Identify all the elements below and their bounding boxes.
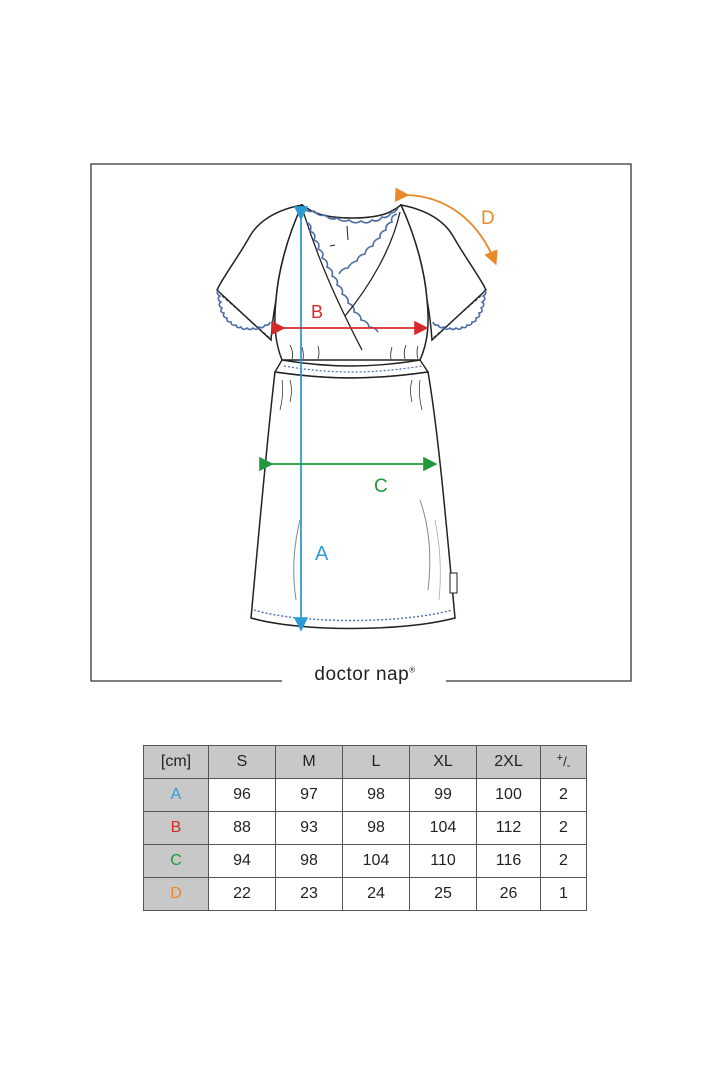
table-cell: 97 xyxy=(276,779,343,812)
unit-header: [cm] xyxy=(144,746,209,779)
table-row-b xyxy=(144,812,587,845)
table-cell: 24 xyxy=(343,878,410,911)
label-b: B xyxy=(311,302,324,322)
brand-name: doctor nap xyxy=(314,664,410,685)
size-header-2xl: 2XL xyxy=(477,746,541,779)
table-cell-tolerance: 2 xyxy=(541,845,587,878)
size-header-l: L xyxy=(343,746,410,779)
table-cell: 100 xyxy=(477,779,541,812)
table-cell-tolerance: 1 xyxy=(541,878,587,911)
table-cell: 112 xyxy=(477,812,541,845)
table-cell: 99 xyxy=(410,779,477,812)
size-chart-table xyxy=(143,745,587,911)
label-a: A xyxy=(315,543,329,565)
table-cell: 98 xyxy=(343,812,410,845)
size-header-s: S xyxy=(209,746,276,779)
table-cell: 23 xyxy=(276,878,343,911)
size-header-m: M xyxy=(276,746,343,779)
registered-mark: ® xyxy=(409,665,416,675)
table-header-row xyxy=(144,746,587,779)
table-cell: 25 xyxy=(410,878,477,911)
row-label-c: C xyxy=(144,845,209,878)
table-cell-tolerance: 2 xyxy=(541,779,587,812)
table-cell: 94 xyxy=(209,845,276,878)
tolerance-plus: + xyxy=(556,752,564,764)
table-cell: 93 xyxy=(276,812,343,845)
table-cell: 98 xyxy=(343,779,410,812)
row-label-a: A xyxy=(144,779,209,812)
size-header-xl: XL xyxy=(410,746,477,779)
table-cell: 98 xyxy=(276,845,343,878)
table-cell: 110 xyxy=(410,845,477,878)
table-row-a xyxy=(144,779,587,812)
tolerance-minus: - xyxy=(566,760,571,772)
table-cell: 88 xyxy=(209,812,276,845)
table-row-d xyxy=(144,878,587,911)
table-cell: 26 xyxy=(477,878,541,911)
brand-logo xyxy=(290,664,440,686)
row-label-b: B xyxy=(144,812,209,845)
table-row-c xyxy=(144,845,587,878)
label-c: C xyxy=(374,476,388,497)
bodice xyxy=(275,205,428,360)
tolerance-header xyxy=(541,746,587,779)
skirt xyxy=(251,372,455,629)
table-cell: 104 xyxy=(343,845,410,878)
side-tag xyxy=(450,573,457,593)
label-d: D xyxy=(481,208,495,229)
table-cell: 22 xyxy=(209,878,276,911)
row-label-d: D xyxy=(144,878,209,911)
table-cell-tolerance: 2 xyxy=(541,812,587,845)
table-cell: 116 xyxy=(477,845,541,878)
tolerance-slash: / xyxy=(563,754,567,769)
table-cell: 96 xyxy=(209,779,276,812)
table-cell: 104 xyxy=(410,812,477,845)
